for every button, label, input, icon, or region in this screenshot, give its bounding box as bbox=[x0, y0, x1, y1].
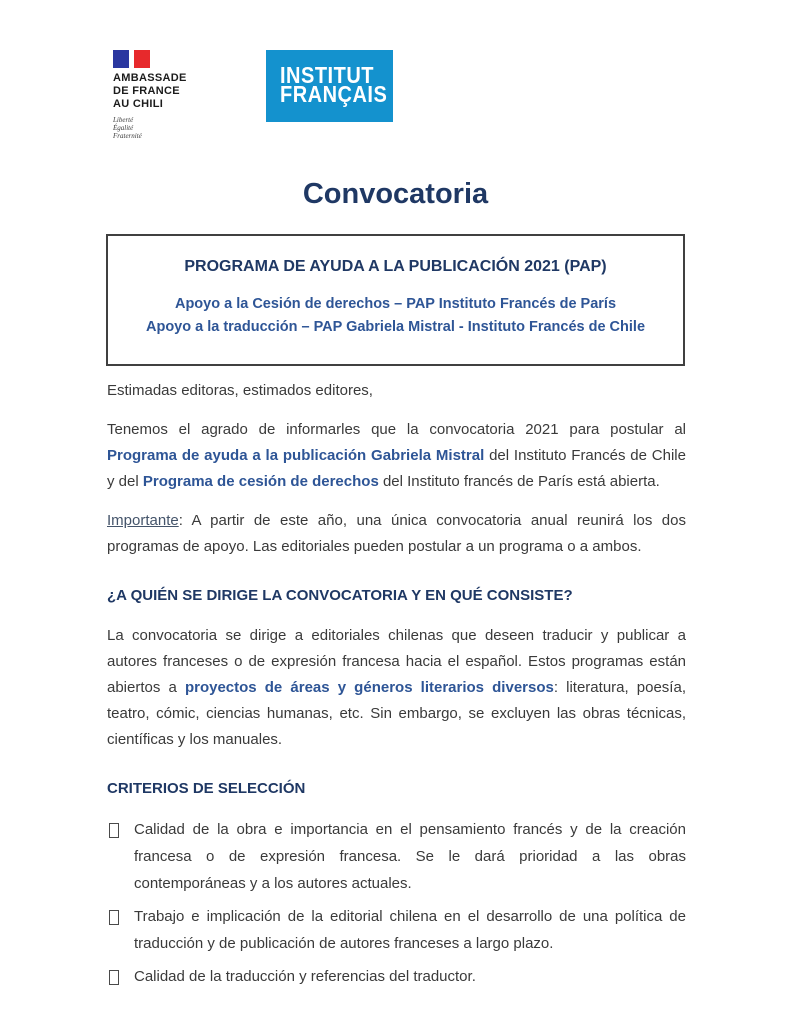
french-flag-icon bbox=[113, 50, 151, 68]
criteria-list bbox=[107, 816, 686, 990]
missing-glyph-bullet-icon bbox=[109, 823, 119, 838]
program-box-subtitle-2: Apoyo a la traducción – PAP Gabriela Mistral - Instituto Francés de Chile bbox=[145, 319, 646, 335]
text-run: del Instituto francés de París está abierta. bbox=[378, 473, 660, 490]
embassy-logo bbox=[113, 50, 233, 140]
motto-line: Fraternité bbox=[113, 132, 142, 140]
text-run: Tenemos el agrado de informarles que la convocatoria 2021 para postular al bbox=[107, 421, 686, 438]
document-body bbox=[107, 378, 686, 996]
criteria-text: Trabajo e implicación de la editorial chilena en el desarrollo de una política de traducción y de publicación de autores franceses a largo plazo. bbox=[134, 908, 686, 952]
criteria-text: Calidad de la obra e importancia en el pensamiento francés y de la creación francesa o de expresión francesa. Se le dará prioridad a las obras contemporáneas y a los autores actuales. bbox=[134, 821, 686, 892]
motto-line: Égalité bbox=[113, 124, 134, 132]
embassy-name-line: AMBASSADE bbox=[113, 72, 187, 84]
paragraph-intro bbox=[107, 417, 686, 495]
text-run: del Instituto Francés de Chile y del bbox=[107, 447, 686, 490]
section-heading-criterios: CRITERIOS DE SELECCIÓN bbox=[107, 780, 306, 797]
text-run-bold: Programa de cesión de derechos bbox=[142, 473, 379, 490]
page-title: Convocatoria bbox=[302, 178, 489, 210]
text-run-bold: Programa de ayuda a la publicación Gabriela Mistral bbox=[107, 447, 485, 464]
program-box-title: PROGRAMA DE AYUDA A LA PUBLICACIÓN 2021 (PAP) bbox=[184, 258, 607, 275]
text-run: : literatura, poesía, teatro, cómic, ciencias humanas, etc. Sin embargo, se excluyen las obras técnicas, científicas y los manuales. bbox=[107, 679, 686, 748]
criteria-text: Calidad de la traducción y referencias del traductor. bbox=[134, 968, 476, 985]
text-run: : A partir de este año, una única convocatoria anual reunirá los dos programas de apoyo. Las editoriales pueden postular a un programa o a ambos. bbox=[107, 512, 686, 555]
program-box bbox=[106, 234, 685, 366]
text-run: La convocatoria se dirige a editoriales chilenas que deseen traducir y publicar a autores franceses o de expresión francesa hacia el español. Estos programas están abiertos a bbox=[107, 627, 686, 696]
salutation: Estimadas editoras, estimados editores, bbox=[107, 382, 373, 399]
missing-glyph-bullet-icon bbox=[109, 970, 119, 985]
institut-logo-line: INSTITUT bbox=[280, 63, 374, 89]
missing-glyph-bullet-icon bbox=[109, 910, 119, 925]
institut-logo-line: FRANÇAIS bbox=[280, 82, 388, 108]
embassy-name bbox=[113, 72, 233, 111]
criteria-item bbox=[107, 963, 686, 990]
motto-line: Liberté bbox=[113, 116, 134, 124]
paragraph-importante bbox=[107, 508, 686, 560]
importante-underlined: Importante bbox=[107, 512, 179, 529]
header-logos bbox=[113, 50, 393, 140]
criteria-item bbox=[107, 903, 686, 957]
embassy-name-line: DE FRANCE bbox=[113, 85, 180, 97]
paragraph-dirige bbox=[107, 623, 686, 753]
institut-francais-logo bbox=[266, 50, 393, 122]
criteria-item bbox=[107, 816, 686, 897]
text-run-bold: proyectos de áreas y géneros literarios diversos bbox=[184, 679, 554, 696]
program-box-subtitle-1: Apoyo a la Cesión de derechos – PAP Instituto Francés de París bbox=[174, 296, 617, 312]
embassy-motto bbox=[113, 116, 233, 140]
embassy-name-line: AU CHILI bbox=[113, 98, 164, 110]
section-heading-quien: ¿A QUIÉN SE DIRIGE LA CONVOCATORIA Y EN QUÉ CONSISTE? bbox=[107, 587, 573, 604]
